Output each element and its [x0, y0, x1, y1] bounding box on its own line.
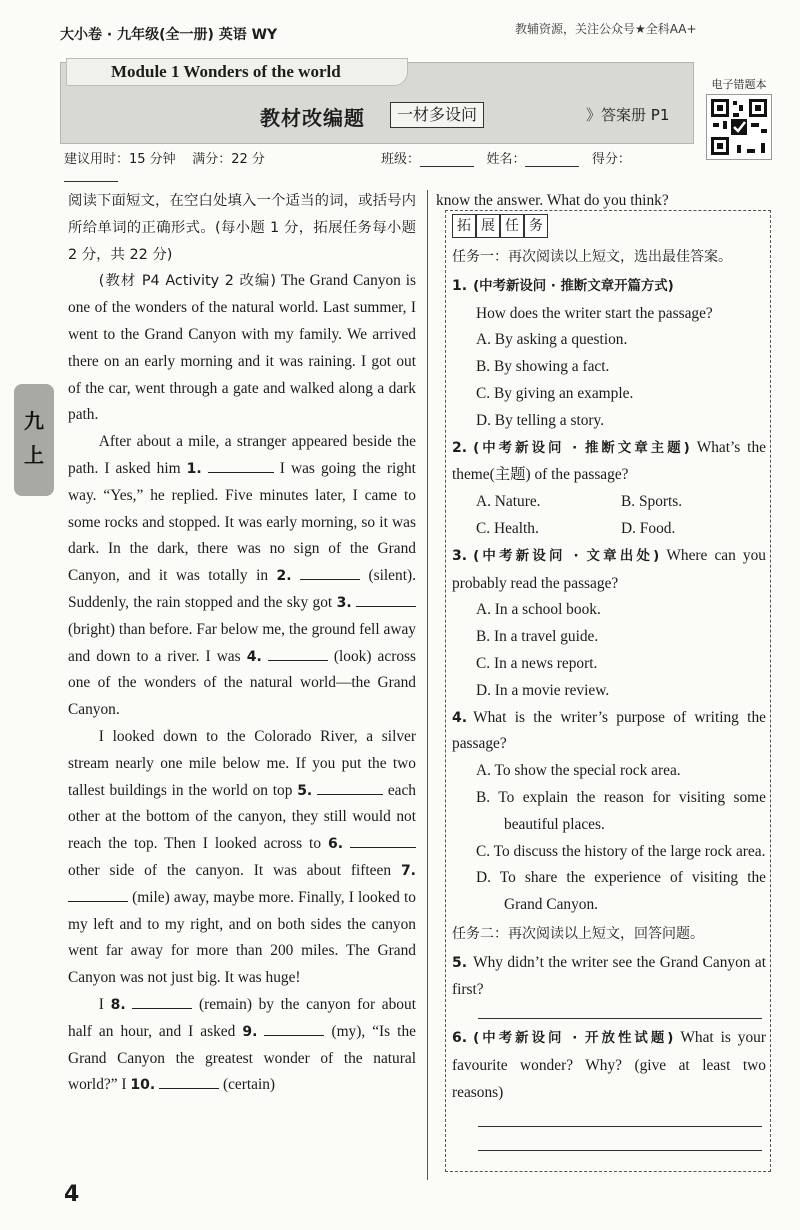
ad-text: 教辅资源，关注公众号★全科AA+: [515, 22, 697, 36]
side-tab-char: 九: [24, 409, 44, 433]
option[interactable]: B. To explain the reason for visiting some beautiful places.: [476, 788, 766, 833]
side-tab-char: 上: [24, 443, 44, 467]
question-number: 6.: [452, 1030, 468, 1047]
module-title: [66, 58, 408, 86]
paragraph-2: [68, 429, 416, 724]
heading-char: 拓: [452, 214, 476, 238]
question-text: How does the writer start the passage?: [476, 304, 713, 322]
blank-number: 3.: [336, 594, 352, 611]
blank-number: 8.: [110, 996, 126, 1013]
answer-line[interactable]: [478, 1149, 762, 1151]
blank-9[interactable]: [264, 1021, 324, 1036]
question-6: [452, 1025, 766, 1150]
option[interactable]: A. In a school book.: [476, 601, 601, 619]
blank-1[interactable]: [208, 458, 274, 473]
option[interactable]: C. Health.: [476, 519, 539, 537]
grade-side-tab: [14, 384, 54, 496]
time-label: 建议用时：15 分钟: [64, 152, 176, 167]
paragraph-1: [68, 268, 416, 429]
blank-10[interactable]: [159, 1074, 219, 1089]
option[interactable]: B. In a travel guide.: [476, 628, 599, 646]
heading-char: 展: [476, 214, 500, 238]
column-divider: [427, 190, 428, 1180]
class-field[interactable]: [420, 152, 474, 167]
option[interactable]: C. By giving an example.: [476, 384, 634, 402]
option[interactable]: A. To show the special rock area.: [476, 762, 681, 780]
series-title: 大小卷 · 九年级(全一册) 英语 WY: [60, 27, 278, 43]
question-number: 5.: [452, 954, 468, 971]
text: I was going the right way. “Yes,” he replied. Five minutes later, I came to some rocks and stopped. It was early morning, so it was dark. In the dark, there was no sign of the Grand Canyon, and it was totally in: [68, 459, 416, 585]
questions: [452, 242, 766, 1157]
blank-6[interactable]: [350, 833, 416, 848]
question-text: Where can you probably read the passage?: [452, 546, 766, 592]
blank-number: 1.: [186, 460, 202, 477]
paragraph-4: [68, 992, 416, 1099]
meta-row: [64, 148, 684, 182]
instruction: 阅读下面短文，在空白处填入一个适当的词，或括号内所给单词的正确形式。(每小题 1 分，拓展任务每小题 2 分，共 22 分): [68, 193, 416, 263]
question-3: [452, 543, 766, 705]
option[interactable]: B. Sports.: [621, 493, 683, 511]
blank-2[interactable]: [300, 565, 360, 580]
text: (silent). Suddenly, the rain stopped and the sky got: [68, 567, 416, 611]
question-text: What’s the theme(主题) of the passage?: [452, 438, 766, 484]
question-number: 3.: [452, 547, 468, 564]
text: (bright) than before. Far below me, the ground fell away and down to a river. I was: [68, 620, 416, 665]
name-field[interactable]: [525, 152, 579, 167]
option[interactable]: A. By asking a question.: [476, 331, 628, 349]
text: other side of the canyon. It was about fifteen: [68, 861, 392, 879]
error-book-label: 电子错题本: [711, 78, 767, 91]
name-label: 姓名：: [486, 152, 526, 167]
option[interactable]: B. By showing a fact.: [476, 358, 610, 376]
title-box: 一材多设问: [390, 102, 484, 128]
paragraph-3: [68, 724, 416, 992]
passage-continuation: know the answer. What do you think?: [436, 192, 669, 209]
text: After about a mile, a stranger appeared beside the path. I asked him: [68, 433, 416, 477]
blank-number: 6.: [327, 836, 344, 853]
question-tag: (中考新设问 · 推断文章开篇方式): [473, 278, 674, 294]
blank-7[interactable]: [68, 887, 128, 902]
text: (certain): [222, 1076, 276, 1094]
class-label: 班级：: [381, 152, 421, 167]
question-number: 2.: [452, 439, 468, 456]
blank-8[interactable]: [132, 994, 192, 1009]
option[interactable]: D. In a movie review.: [476, 681, 610, 699]
option[interactable]: D. Food.: [621, 519, 676, 537]
option[interactable]: C. In a news report.: [476, 654, 598, 672]
option[interactable]: D. By telling a story.: [476, 411, 605, 429]
heading-char: 务: [524, 214, 548, 238]
blank-number: 9.: [242, 1023, 258, 1040]
heading-char: 任: [500, 214, 524, 238]
blank-3[interactable]: [356, 592, 416, 607]
question-text: Why didn’t the writer see the Grand Canyon at first?: [452, 953, 766, 998]
answer-line[interactable]: [478, 1125, 762, 1127]
reading-passage: [68, 188, 416, 1099]
question-tag: (中考新设问 · 推断文章主题): [473, 440, 690, 456]
text: (remain) by the canyon for about half an hour, and I asked: [68, 995, 416, 1040]
text: I: [98, 995, 104, 1013]
answer-line[interactable]: [478, 1017, 762, 1019]
points-label: 得分：: [591, 152, 631, 167]
text: (look) across one of the wonders of the natural world—the Grand Canyon.: [68, 647, 417, 719]
text: I looked down to the Colorado River, a silver stream nearly one mile below me. If you put the two tallest buildings in the world on top: [68, 727, 416, 799]
answer-reference: 》答案册 P1: [586, 106, 670, 124]
question-text: What is your favourite wonder? Why? (give at least two reasons): [452, 1029, 766, 1101]
source-note: (教材 P4 Activity 2 改编): [98, 273, 276, 290]
question-5: [452, 950, 766, 1020]
option[interactable]: D. To share the experience of visiting the Grand Canyon.: [476, 869, 766, 914]
option[interactable]: A. Nature.: [476, 493, 541, 511]
blank-number: 5.: [297, 782, 313, 799]
qr-code-icon[interactable]: [706, 94, 772, 160]
blank-number: 7.: [400, 862, 416, 879]
points-field[interactable]: [64, 167, 118, 182]
question-text: What is the writer’s purpose of writing the passage?: [452, 708, 766, 753]
blank-number: 2.: [276, 568, 292, 585]
task-1-heading: 任务一：再次阅读以上短文，选出最佳答案。: [452, 249, 732, 265]
extension-task-heading: [452, 214, 548, 238]
page-title: 教材改编题: [260, 106, 365, 130]
option[interactable]: C. To discuss the history of the large rock area.: [476, 842, 766, 860]
blank-number: 4.: [246, 648, 262, 665]
question-1: [452, 273, 766, 435]
paragraph-1-text: The Grand Canyon is one of the wonders of the natural world. Last summer, I went to the Grand Canyon with my family. We arrived there on an early morning and it was raining. I got out of the car, went through a gate and walked along a dark path.: [68, 272, 417, 424]
score-label: 满分：22 分: [192, 152, 265, 167]
blank-number: 10.: [130, 1077, 156, 1094]
text: (mile) away, maybe more. Finally, I looked to my left and to my right, and on both sides the canyon went far away for more than 200 miles. The Grand Canyon was not just big. It was huge!: [68, 888, 416, 987]
question-tag: (中考新设问 · 开放性试题): [473, 1031, 674, 1047]
page-number: 4: [64, 1182, 80, 1207]
question-number: 4.: [452, 709, 468, 726]
question-number: 1.: [452, 277, 468, 294]
text: each other at the bottom of the canyon, they still would not reach the top. Then I looked across to: [68, 781, 417, 853]
text: (my), “Is the Grand Canyon the greatest wonder of the natural world?” I: [68, 1022, 416, 1094]
question-tag: (中考新设问 · 文章出处): [473, 548, 660, 564]
question-2: [452, 435, 766, 543]
task-2-heading: 任务二：再次阅读以上短文，回答问题。: [452, 925, 704, 942]
module-label: Module 1 Wonders of the world: [111, 62, 341, 81]
blank-4[interactable]: [268, 646, 328, 661]
blank-5[interactable]: [317, 780, 383, 795]
question-4: [452, 705, 766, 919]
